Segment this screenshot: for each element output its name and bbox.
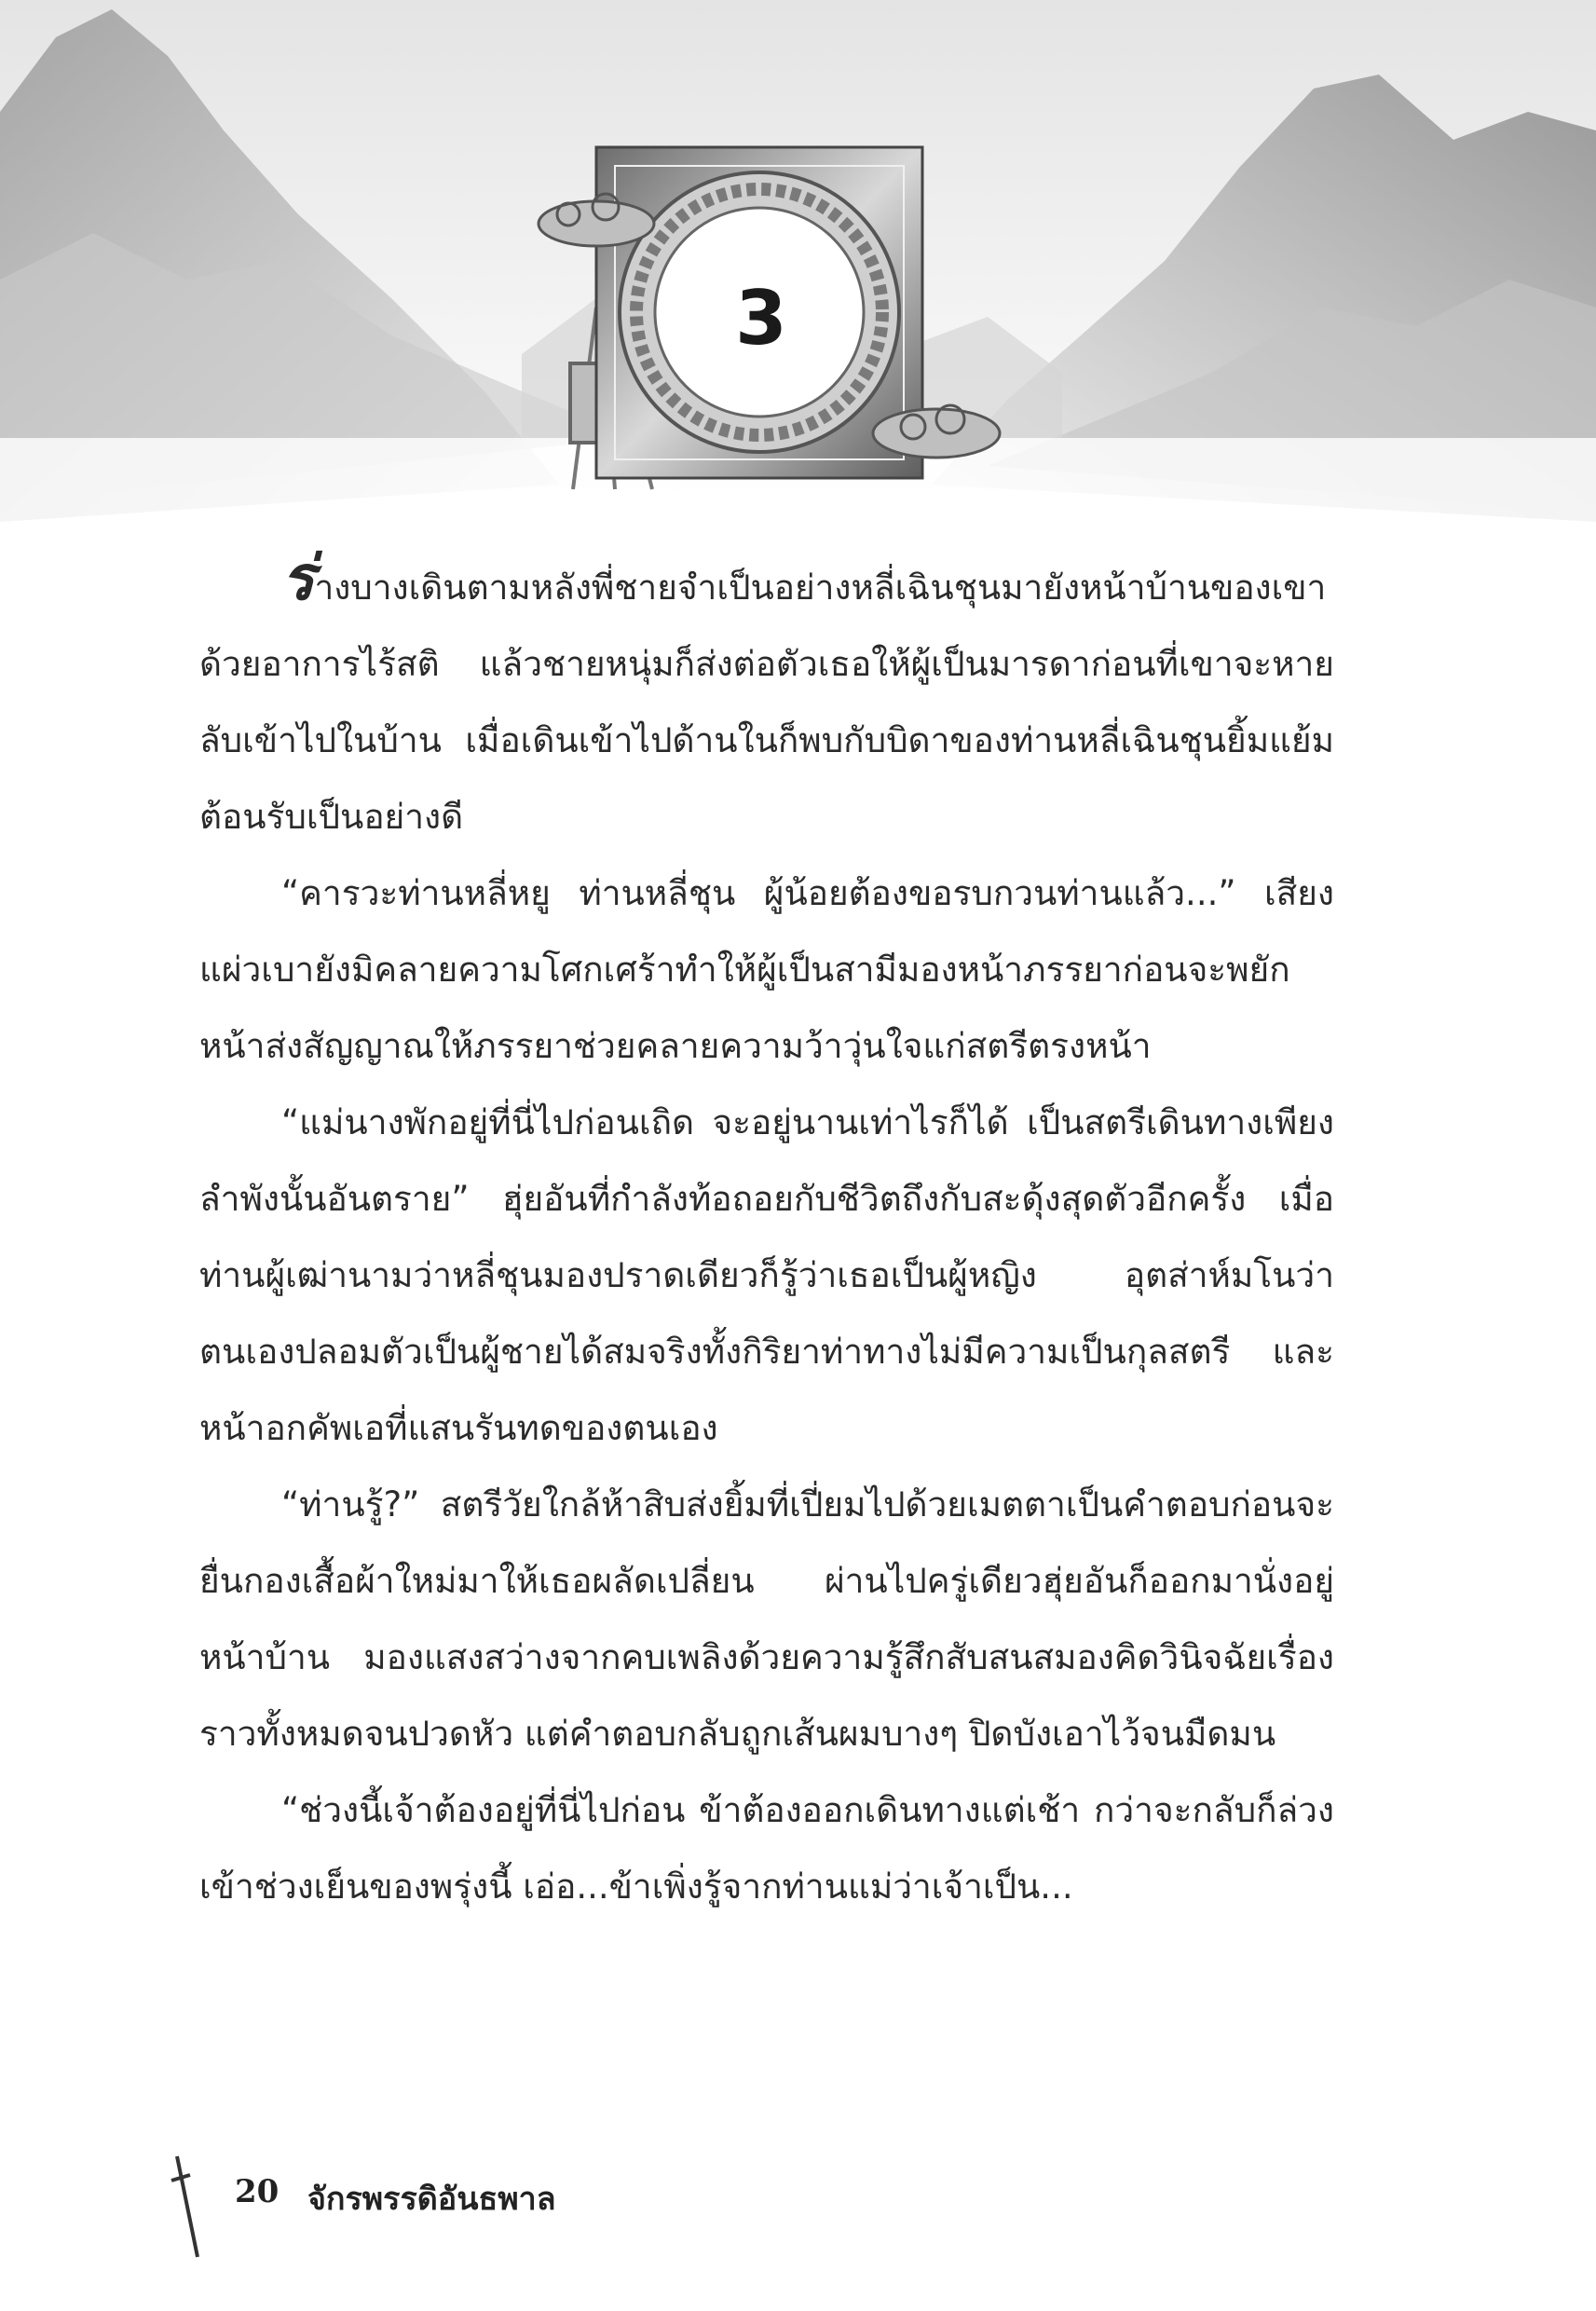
paragraph-text: างบางเดินตามหลังพี่ชายจำเป็นอย่างหลี่เฉินชุนมายังหน้าบ้านของเขาด้วยอาการไร้สติ แล้วชายหนุ่มก็ส่งต่อตัวเธอให้ผู้เป็นมารดาก่อนที่เขาจะหายลับเข้าไปในบ้าน เมื่อเดินเข้าไปด้านในก็พบกับบิดาของท่านหลี่เฉินชุนยิ้มแย้มต้อนรับเป็นอย่างดี <box>199 567 1334 837</box>
paragraph: “แม่นางพักอยู่ที่นี่ไปก่อนเถิด จะอยู่นานเท่าไรก็ได้ เป็นสตรีเดินทางเพียงลำพังนั้นอันตราย” ฮุ่ยอันที่กำลังท้อถอยกับชีวิตถึงกับสะดุ้งสุดตัวอีกครั้ง เมื่อท่านผู้เฒ่านามว่าหลี่ชุนมองปราดเดียวก็รู้ว่าเธอเป็นผู้หญิง อุตส่าห์มโนว่าตนเองปลอมตัวเป็นผู้ชายได้สมจริงทั้งกิริยาท่าทางไม่มีความเป็นกุลสตรี และหน้าอกคัพเอที่แสนรันทดของตนเอง <box>199 1102 1334 1448</box>
page-number: 20 <box>235 2173 280 2210</box>
drop-cap: ร่ <box>281 541 315 614</box>
paragraph: “ท่านรู้?” สตรีวัยใกล้ห้าสิบส่งยิ้มที่เปี่ยมไปด้วยเมตตาเป็นคำตอบก่อนจะยื่นกองเสื้อผ้าใหม่มาให้เธอผลัดเปลี่ยน ผ่านไปครู่เดียวฮุ่ยอันก็ออกมานั่งอยู่หน้าบ้าน มองแสงสว่างจากคบเพลิงด้วยความรู้สึกสับสนสมองคิดวินิจฉัยเรื่องราวทั้งหมดจนปวดหัว แต่คำตอบกลับถูกเส้นผมบางๆ ปิดบังเอาไว้จนมืดมน <box>199 1484 1334 1754</box>
sword-icon <box>170 2153 207 2264</box>
chapter-body <box>199 541 1334 1925</box>
paragraph <box>199 541 1334 855</box>
paragraph: “ช่วงนี้เจ้าต้องอยู่ที่นี่ไปก่อน ข้าต้องออกเดินทางแต่เช้า กว่าจะกลับก็ล่วงเข้าช่วงเย็นของพรุ่งนี้ เอ่อ...ข้าเพิ่งรู้จากท่านแม่ว่าเจ้าเป็น... <box>199 1790 1334 1907</box>
page-footer <box>158 2153 811 2264</box>
chapter-number: 3 <box>735 275 787 362</box>
book-title: จักรพรรดิอันธพาล <box>307 2181 556 2218</box>
paragraph: “คารวะท่านหลี่หยู ท่านหลี่ชุน ผู้น้อยต้องขอรบกวนท่านแล้ว...” เสียงแผ่วเบายังมิคลายความโศกเศร้าทำให้ผู้เป็นสามีมองหน้าภรรยาก่อนจะพยักหน้าส่งสัญญาณให้ภรรยาช่วยคลายความว้าวุ่นใจแก่สตรีตรงหน้า <box>199 873 1334 1066</box>
